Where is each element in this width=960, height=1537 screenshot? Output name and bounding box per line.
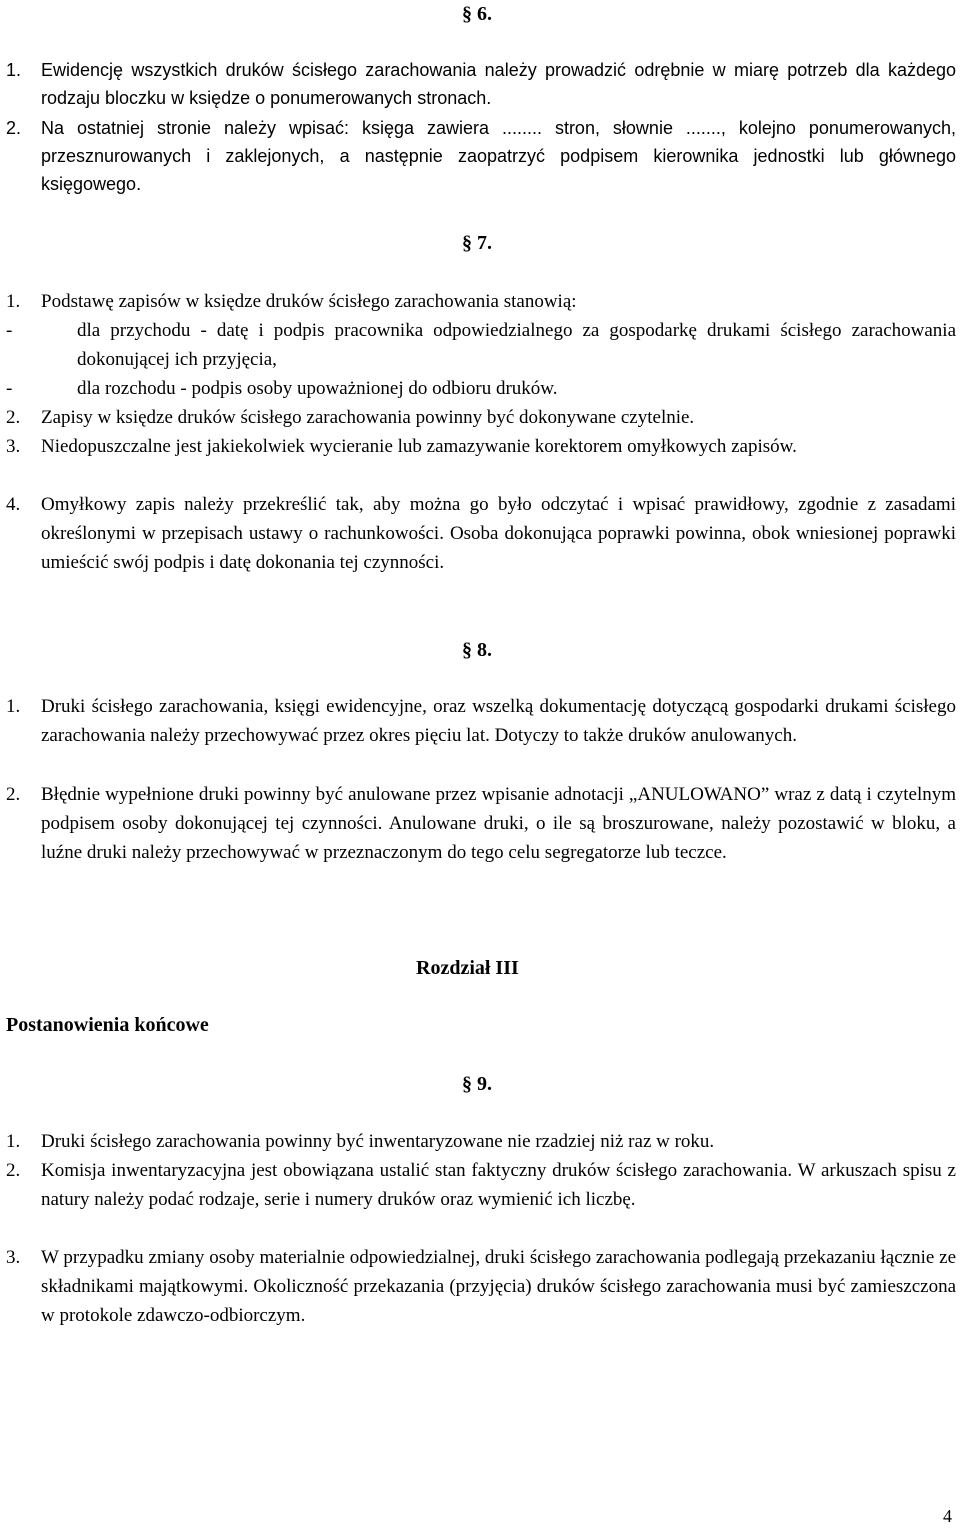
s9-item-2 [6,1156,956,1214]
s7-dash-1-marker: - [6,320,13,341]
s7-item-2-number: 2. [6,407,21,428]
s6-item-2-text: Na ostatniej stronie należy wpisać: księga zawiera ........ stron, słownie ......., kolejno ponumerowanych, przesznurowanych i zaklejonych, a następnie zaopatrzyć podpisem kierownika jednostki lub głównego księgowego. [41,118,956,194]
s6-item-2 [6,114,956,198]
s7-dash-item-1 [6,316,956,374]
s9-item-3-number: 3. [6,1247,21,1268]
s7-item-2 [6,403,956,432]
s7-item-1 [6,287,956,316]
s6-item-1 [6,56,956,112]
s7-dash-item-2 [6,374,956,403]
s8-item-2-text: Błędnie wypełnione druki powinny być anulowane przez wpisanie adnotacji „ANULOWANO” wraz z datą i czytelnym podpisem osoby dokonującej tej czynności. Anulowane druki, o ile są broszurowane, należy pozostawić w bloku, a luźne druki należy przechowywać w przeznaczonym do tego celu segregatorze lub teczce. [41,784,956,863]
s8-item-1-number: 1. [6,696,21,717]
chapter-heading: Rozdział III [416,957,519,979]
section-6-heading: § 6. [462,3,492,25]
s6-item-1-text: Ewidencję wszystkich druków ścisłego zarachowania należy prowadzić odrębnie w miarę potrzeb dla każdego rodzaju bloczku w księdze o ponumerowanych stronach. [41,60,956,108]
s7-dash-1-text: dla przychodu - datę i podpis pracownika odpowiedzialnego za gospodarkę drukami ścisłego zarachowania dokonującej ich przyjęcia, [77,320,956,370]
s7-item-4-number: 4. [6,494,21,515]
s9-item-3 [6,1243,956,1330]
s6-item-2-number: 2. [6,118,22,138]
s7-item-4-text: Omyłkowy zapis należy przekreślić tak, aby można go było odczytać i wpisać prawidłowy, zgodnie z zasadami określonymi w przepisach ustawy o rachunkowości. Osoba dokonująca poprawki powinna, obok wniesionej poprawki umieścić swój podpis i datę dokonania tej czynności. [41,494,956,573]
section-9-heading: § 9. [462,1073,492,1095]
s7-dash-2-text: dla rozchodu - podpis osoby upoważnionej do odbioru druków. [77,378,558,399]
s9-item-3-text: W przypadku zmiany osoby materialnie odpowiedzialnej, druki ścisłego zarachowania podlegają przekazaniu łącznie ze składnikami majątkowymi. Okoliczność przekazania (przyjęcia) druków ścisłego zarachowania musi być zamieszczona w protokole zdawczo-odbiorczym. [41,1247,956,1326]
s7-item-1-text: Podstawę zapisów w księdze druków ścisłego zarachowania stanowią: [41,291,577,312]
s7-item-4 [6,490,956,577]
s7-item-3 [6,432,956,461]
s6-item-1-number: 1. [6,60,22,80]
section-7-heading: § 7. [462,232,492,254]
s9-item-2-text: Komisja inwentaryzacyjna jest obowiązana ustalić stan faktyczny druków ścisłego zarachowania. W arkuszach spisu z natury należy podać rodzaje, serie i numery druków oraz wymienić ich liczbę. [41,1160,956,1210]
s7-item-3-number: 3. [6,436,21,457]
s9-item-2-number: 2. [6,1160,21,1181]
s7-item-1-number: 1. [6,291,21,312]
s8-item-1-text: Druki ścisłego zarachowania, księgi ewidencyjne, oraz wszelką dokumentację dotyczącą gospodarki drukami ścisłego zarachowania należy przechowywać przez okres pięciu lat. Dotyczy to także druków anulowanych. [41,696,956,746]
s7-dash-2-marker: - [6,378,13,399]
s8-item-1 [6,692,956,750]
chapter-title: Postanowienia końcowe [6,1014,209,1036]
s9-item-1 [6,1127,956,1156]
section-8-heading: § 8. [462,639,492,661]
s9-item-1-text: Druki ścisłego zarachowania powinny być inwentaryzowane nie rzadziej niż raz w roku. [41,1131,715,1152]
s8-item-2-number: 2. [6,784,21,805]
page-number: 4 [943,1506,952,1526]
s8-item-2 [6,780,956,867]
s7-item-2-text: Zapisy w księdze druków ścisłego zarachowania powinny być dokonywane czytelnie. [41,407,695,428]
s9-item-1-number: 1. [6,1131,21,1152]
s7-item-3-text: Niedopuszczalne jest jakiekolwiek wycieranie lub zamazywanie korektorem omyłkowych zapisów. [41,436,797,457]
